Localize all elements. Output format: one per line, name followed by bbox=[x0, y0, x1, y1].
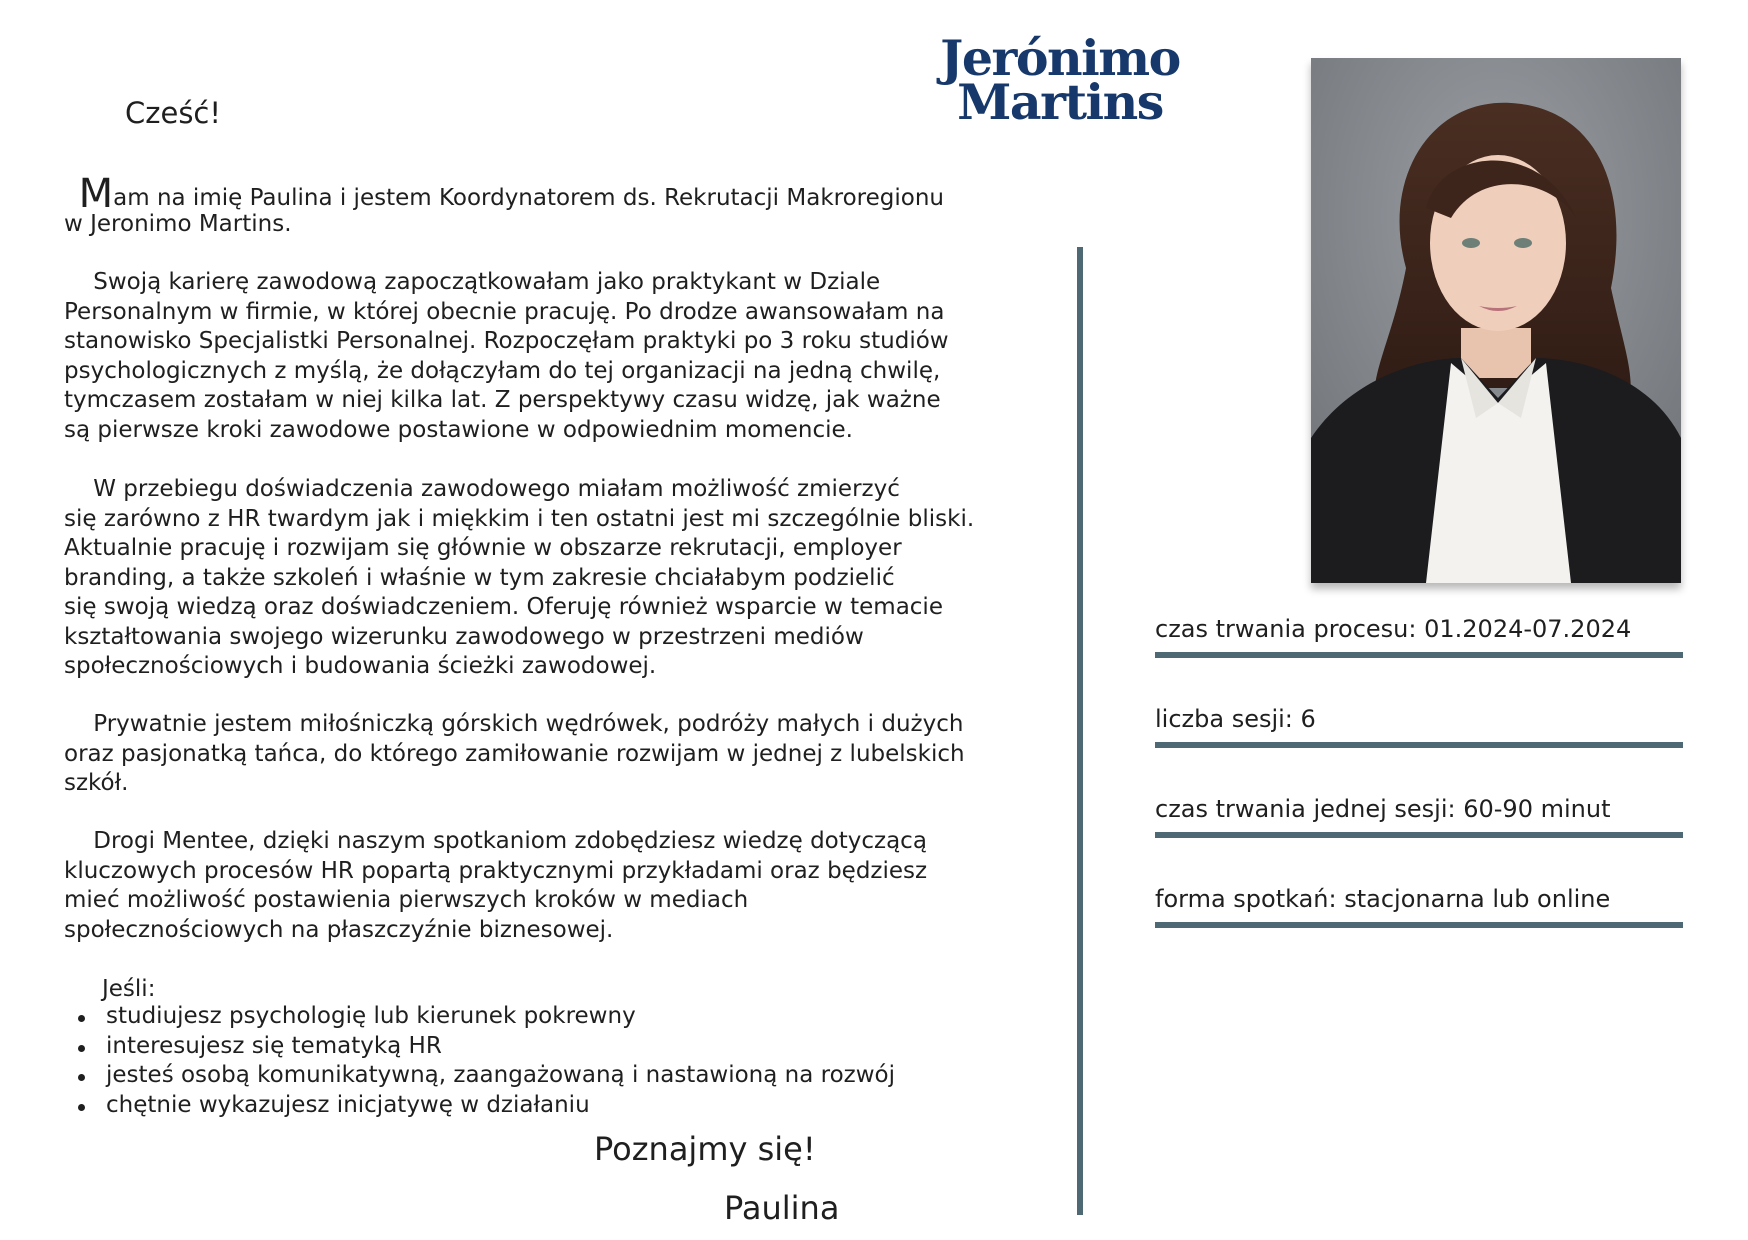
if-label: Jeśli: bbox=[102, 976, 156, 1002]
greeting: Cześć! bbox=[125, 96, 221, 130]
paragraph-line: mieć możliwość postawienia pierwszych kroków w mediach bbox=[64, 887, 749, 913]
portrait-illustration bbox=[1311, 58, 1681, 583]
paragraph-line: Personalnym w firmie, w której obecnie pracuję. Po drodze awansowałam na bbox=[64, 298, 945, 325]
info-underline bbox=[1155, 652, 1683, 658]
list-item: interesujesz się tematyką HR bbox=[64, 1032, 895, 1062]
info-process-duration bbox=[1155, 614, 1683, 658]
paragraph-line: Aktualnie pracuję i rozwijam się głównie w obszarze rekrutacji, employer bbox=[64, 535, 902, 561]
info-underline bbox=[1155, 742, 1683, 748]
info-session-duration bbox=[1155, 794, 1683, 838]
company-logo bbox=[940, 29, 1180, 131]
paragraph-line: branding, a także szkoleń i właśnie w tym zakresie chciałabym podzielić bbox=[64, 564, 895, 591]
paragraph-line: są pierwsze kroki zawodowe postawione w odpowiednim momencie. bbox=[64, 416, 853, 443]
vertical-divider bbox=[1077, 247, 1083, 1215]
paragraph-mentee bbox=[64, 827, 1064, 945]
paragraph-line: Drogi Mentee, dzięki naszym spotkaniom zdobędziesz wiedzę dotyczącą bbox=[64, 828, 927, 854]
list-item: studiujesz psychologię lub kierunek pokrewny bbox=[64, 1002, 895, 1032]
paragraph-line: oraz pasjonatką tańca, do którego zamiłowanie rozwijam w jednej z lubelskich bbox=[64, 740, 965, 767]
info-text: liczba sesji: 6 bbox=[1155, 705, 1316, 733]
paragraph-line: tymczasem zostałam w niej kilka lat. Z perspektywy czasu widzę, jak ważne bbox=[64, 387, 941, 413]
paragraph-line: stanowisko Specjalistki Personalnej. Rozpoczęłam praktyki po 3 roku studiów bbox=[64, 328, 949, 354]
dropcap-letter: M bbox=[78, 171, 114, 217]
paragraph-line: Prywatnie jestem miłośniczką górskich wędrówek, podróży małych i dużych bbox=[64, 711, 964, 737]
paragraph-line: kluczowych procesów HR popartą praktycznymi przykładami oraz będziesz bbox=[64, 857, 928, 884]
info-session-count bbox=[1155, 704, 1683, 748]
info-underline bbox=[1155, 922, 1683, 928]
info-text: czas trwania jednej sesji: 60-90 minut bbox=[1155, 795, 1611, 823]
intro-paragraph bbox=[64, 171, 1064, 239]
paragraph-career bbox=[64, 268, 1064, 445]
paragraph-private bbox=[64, 710, 1064, 799]
paragraph-line: się swoją wiedzą oraz doświadczeniem. Oferuję również wsparcie w temacie bbox=[64, 594, 943, 620]
intro-line-1 bbox=[64, 171, 1064, 217]
intro-line-1-text: am na imię Paulina i jestem Koordynatorem ds. Rekrutacji Makroregionu bbox=[113, 185, 944, 211]
requirements-list bbox=[64, 1002, 895, 1120]
paragraph-experience bbox=[64, 475, 1064, 682]
paragraph-line: szkół. bbox=[64, 770, 129, 796]
portrait-photo bbox=[1311, 58, 1681, 583]
logo-line-1: Jerónimo bbox=[940, 29, 1180, 87]
list-item: chętnie wykazujesz inicjatywę w działaniu bbox=[64, 1091, 895, 1121]
list-item: jesteś osobą komunikatywną, zaangażowaną i nastawioną na rozwój bbox=[64, 1061, 895, 1091]
signature: Paulina bbox=[724, 1189, 840, 1227]
info-text: forma spotkań: stacjonarna lub online bbox=[1155, 885, 1611, 913]
logo-line-2: Martins bbox=[957, 73, 1163, 131]
paragraph-line: społecznościowych i budowania ścieżki zawodowej. bbox=[64, 653, 657, 679]
info-text: czas trwania procesu: 01.2024-07.2024 bbox=[1155, 615, 1632, 643]
info-underline bbox=[1155, 832, 1683, 838]
paragraph-line: Swoją karierę zawodową zapoczątkowałam jako praktykant w Dziale bbox=[64, 269, 881, 295]
paragraph-line: psychologicznych z myślą, że dołączyłam do tej organizacji na jedną chwilę, bbox=[64, 357, 941, 384]
paragraph-line: się zarówno z HR twardym jak i miękkim i ten ostatni jest mi szczególnie bliski. bbox=[64, 505, 975, 532]
closing-text: Poznajmy się! bbox=[594, 1130, 816, 1168]
paragraph-line: kształtowania swojego wizerunku zawodowego w przestrzeni mediów bbox=[64, 623, 864, 650]
info-meeting-form bbox=[1155, 884, 1683, 928]
intro-line-2: w Jeronimo Martins. bbox=[64, 210, 292, 237]
paragraph-line: społecznościowych na płaszczyźnie biznesowej. bbox=[64, 916, 614, 943]
paragraph-line: W przebiegu doświadczenia zawodowego miałam możliwość zmierzyć bbox=[64, 476, 900, 502]
